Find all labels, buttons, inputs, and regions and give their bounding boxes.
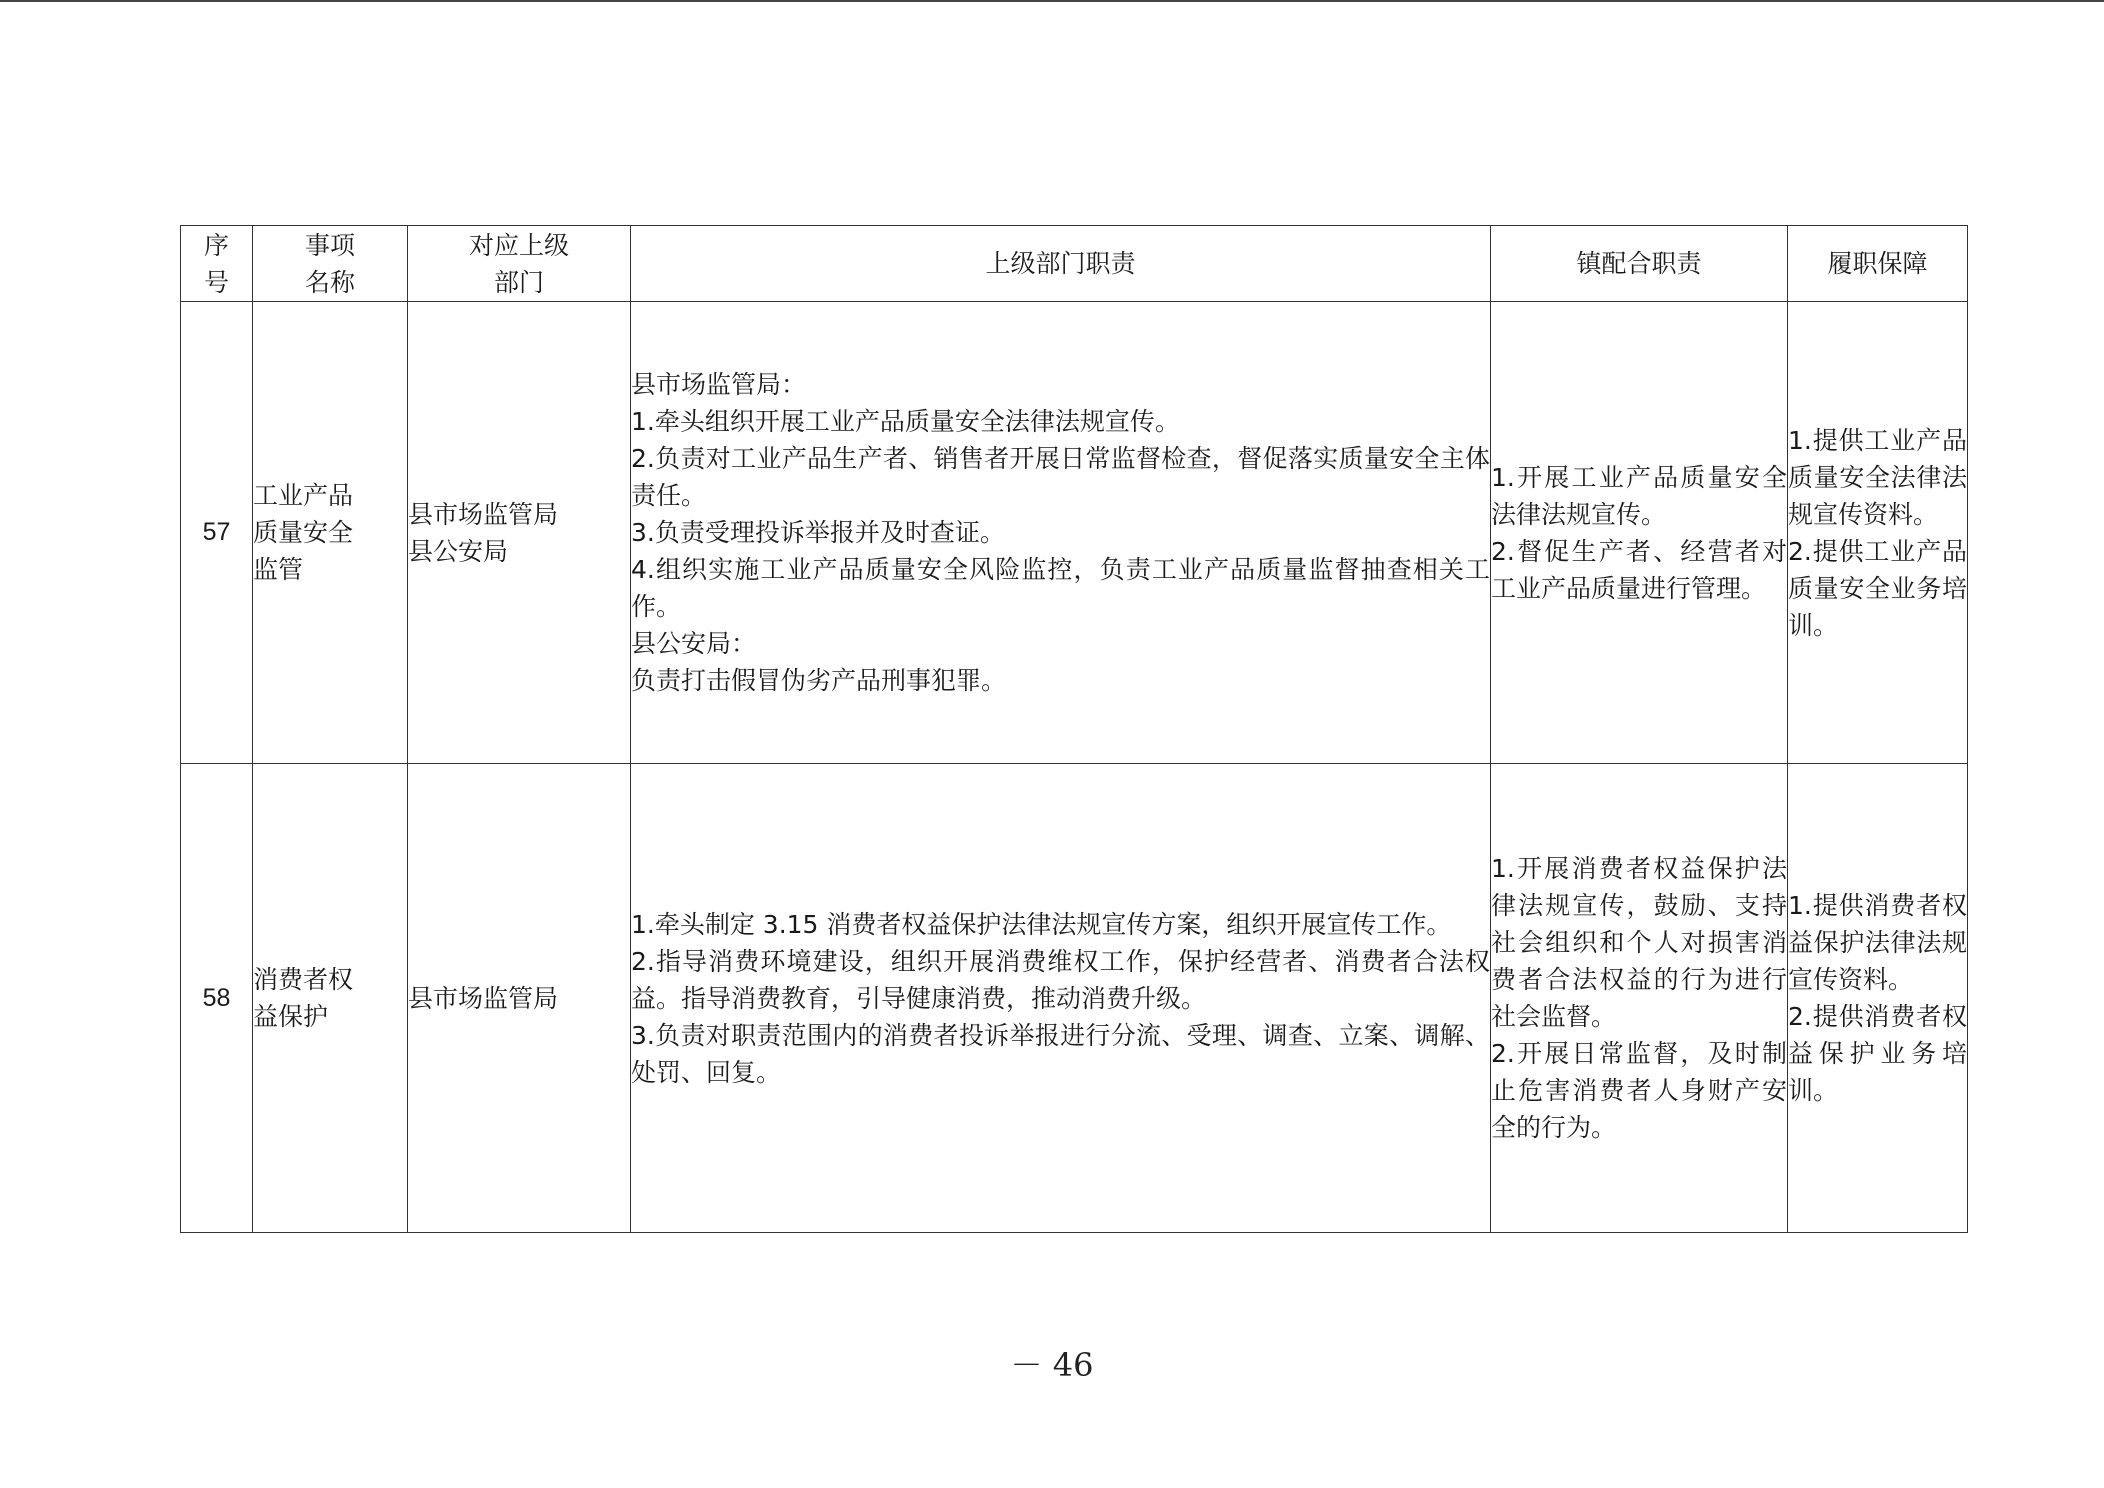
header-town-duties: 镇配合职责 [1491, 226, 1788, 302]
row-seq: 57 [181, 302, 253, 764]
row-town-duties: 1.开展工业产品质量安全法律法规宣传。 2.督促生产者、经营者对工业产品质量进行管理。 [1491, 302, 1788, 764]
row-superior-dept: 县市场监管局 [408, 764, 631, 1233]
header-item-name: 事项 名称 [253, 226, 408, 302]
header-seq: 序 号 [181, 226, 253, 302]
row-superior-duties: 县市场监管局： 1.牵头组织开展工业产品质量安全法律法规宣传。 2.负责对工业产品生产者、销售者开展日常监督检查，督促落实质量安全主体责任。 3.负责受理投诉举报并及时查证。 4.组织实施工业产品质量安全风险监控，负责工业产品质量监督抽查相关工作。 县公安局： 负责打击假冒伪劣产品刑事犯罪。 [631, 302, 1491, 764]
row-item-name: 工业产品 质量安全 监管 [253, 302, 408, 764]
header-superior-dept: 对应上级 部门 [408, 226, 631, 302]
header-guarantee: 履职保障 [1788, 226, 1968, 302]
top-border-line [0, 0, 2104, 2]
table-row [181, 764, 1968, 1233]
row-guarantee: 1.提供消费者权益保护法律法规宣传资料。 2.提供消费者权益保护业务培训。 [1788, 764, 1968, 1233]
row-superior-duties: 1.牵头制定 3.15 消费者权益保护法律法规宣传方案，组织开展宣传工作。 2.指导消费环境建设，组织开展消费维权工作，保护经营者、消费者合法权益。指导消费教育，引导健康消费，推动消费升级。 3.负责对职责范围内的消费者投诉举报进行分流、受理、调查、立案、调解、处罚、回复。 [631, 764, 1491, 1233]
table-header-row [181, 226, 1968, 302]
page-number: － 46 [1010, 1346, 1094, 1384]
row-guarantee: 1.提供工业产品质量安全法律法规宣传资料。 2.提供工业产品质量安全业务培训。 [1788, 302, 1968, 764]
row-superior-dept: 县市场监管局 县公安局 [408, 302, 631, 764]
row-town-duties: 1.开展消费者权益保护法律法规宣传，鼓励、支持社会组织和个人对损害消费者合法权益的行为进行社会监督。 2.开展日常监督，及时制止危害消费者人身财产安全的行为。 [1491, 764, 1788, 1233]
row-item-name: 消费者权 益保护 [253, 764, 408, 1233]
duty-table [180, 225, 1968, 1233]
row-seq: 58 [181, 764, 253, 1233]
header-superior-duties: 上级部门职责 [631, 226, 1491, 302]
table-row [181, 302, 1968, 764]
